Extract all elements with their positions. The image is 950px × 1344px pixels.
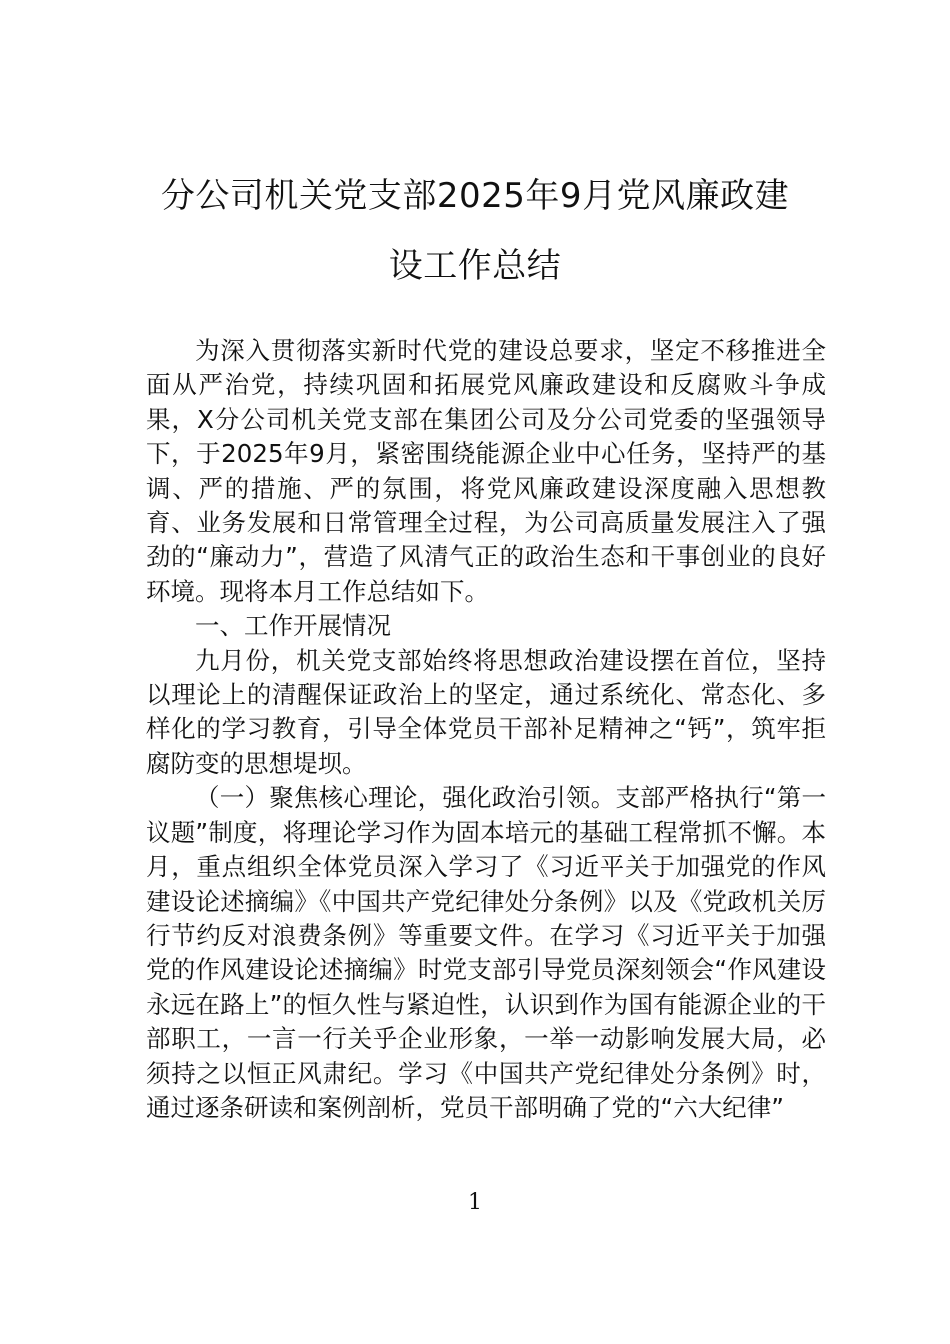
page-number: 1 [468, 1190, 482, 1215]
body-paragraph: （一）聚焦核心理论，强化政治引领。支部严格执行“第一议题”制度，将理论学习作为固本培元的基础工程常抓不懈。本月，重点组织全体党员深入学习了《习近平关于加强党的作风建设论述摘编》《中国共产党纪律处分条例》以及《党政机关厉行节约反对浪费条例》等重要文件。在学习《习近平关于加强党的作风建设论述摘编》时党支部引导党员深刻领会“作风建设永远在路上”的恒久性与紧迫性，认识到作为国有能源企业的干部职工，一言一行关乎企业形象，一举一动影响发展大局，必须持之以恒正风肃纪。学习《中国共产党纪律处分条例》时，通过逐条研读和案例剖析，党员干部明确了党的“六大纪律” [146, 783, 826, 1122]
document-body [146, 334, 826, 1125]
document-title-line-1: 分公司机关党支部2025年9月党风廉政建 [160, 176, 790, 216]
intro-paragraph: 为深入贯彻落实新时代党的建设总要求，坚定不移推进全面从严治党，持续巩固和拓展党风廉政建设和反腐败斗争成果，X分公司机关党支部在集团公司及分公司党委的坚强领导下，于2025年9月，紧密围绕能源企业中心任务，坚持严的基调、严的措施、严的氛围，将党风廉政建设深度融入思想教育、业务发展和日常管理全过程，为公司高质量发展注入了强劲的“廉动力”，营造了风清气正的政治生态和干事创业的良好环境。现将本月工作总结如下。 [146, 336, 826, 606]
body-paragraph: 九月份，机关党支部始终将思想政治建设摆在首位，坚持以理论上的清醒保证政治上的坚定，通过系统化、常态化、多样化的学习教育，引导全体党员干部补足精神之“钙”，筑牢拒腐防变的思想堤坝。 [146, 645, 826, 778]
document-title-line-2: 设工作总结 [388, 246, 562, 286]
section-heading: 一、工作开展情况 [195, 611, 391, 641]
